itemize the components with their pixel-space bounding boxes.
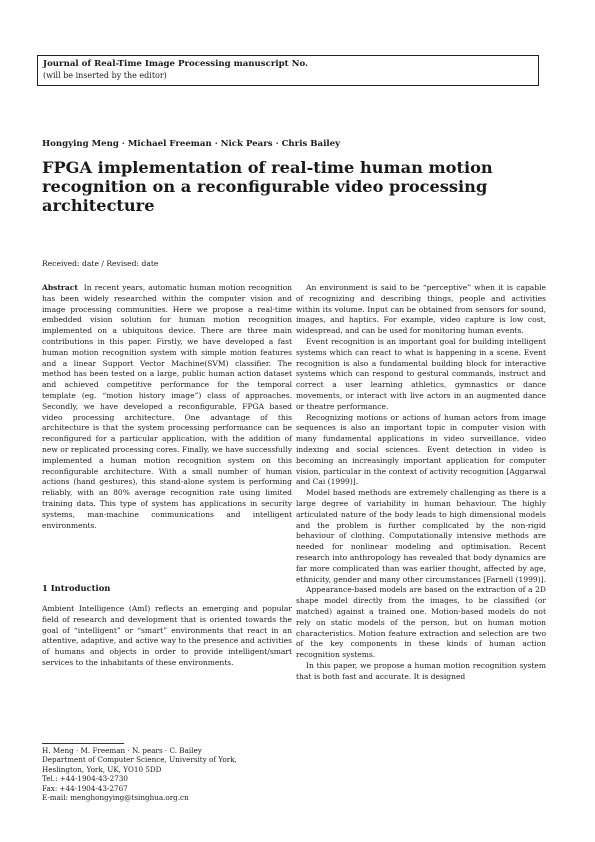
intro-paragraph-1: Ambient Intelligence (AmI) reflects an emerging and popular field of research and development that is oriented towards the goal of “intelligent” or “smart” environments that react in an attentive, adaptive, and active way to the presence and activities of humans and objects in order to provide intelligent/smart services to the inhabitants of these environments.: [42, 604, 292, 667]
right-column: [296, 283, 546, 682]
body-paragraph: Recognizing motions or actions of human actors from image sequences is also an important topic in computer vision with many fundamental applications in video surveillance, video indexing and social sciences. Event detection in video is becoming an increasingly important application for computer vision, particular in the context of activity recognition [Aggarwal and Cai (1999)].: [296, 412, 546, 487]
section-heading-introduction: 1 Introduction: [42, 583, 111, 593]
body-paragraph: Appearance-based models are based on the extraction of a 2D shape model directly from the images, to be classified (or matched) against a trained one. Motion-based models do not rely on static models of the person, but on human motion characteristics. Motion feature extraction and selection are two of the key components in these kinds of human action recognition systems.: [296, 585, 546, 660]
body-paragraph: Event recognition is an important goal for building intelligent systems which can react to what is happening in a scene. Event recognition is also a fundamental building block for interactive systems which can respond to gestural commands, instruct and correct a user learning athletics, gymnastics or dance movements, or interact with live actors in an augmented dance or theatre performance.: [296, 336, 546, 411]
abstract-block: [42, 283, 292, 531]
journal-header-box: [37, 55, 539, 86]
affiliation-tel: Tel.: +44-1904-43-2730: [42, 774, 128, 784]
paper-title: FPGA implementation of real-time human motion recognition on a reconfigurable video processing architecture: [42, 158, 493, 215]
abstract-text: In recent years, automatic human motion recognition has been widely researched within the computer vision and image processing communities. Here we propose a real-time embedded vision solution for human motion recognition implemented on a ubiquitous device. There are three main contributions in this paper. Firstly, we have developed a fast human motion recognition system with simple motion features and a linear Support Vector Machine(SVM) classifier. The method has been tested on a large, public human action dataset and achieved competitive performance for the temporal template (eg. “motion history image”) class of approaches. Secondly, we have developed a reconfigurable, FPGA based video processing architecture. One advantage of this architecture is that the system processing performance can be reconfigured for a particular application, with the addition of new or replicated processing cores. Finally, we have successfully implemented a human motion recognition system on this reconfigurable architecture. With a small number of human actions (hand gestures), this stand-alone system is performing reliably, with an 80% average recognition rate using limited training data. This type of system has applications in security systems, man-machine communications and intelligent environments.: [42, 283, 292, 530]
affiliation-dept: Department of Computer Science, University of York,: [42, 755, 237, 765]
body-paragraph: In this paper, we propose a human motion recognition system that is both fast and accurate. It is designed: [296, 660, 546, 681]
affiliation-names: H. Meng · M. Freeman · N. pears · C. Bailey: [42, 746, 202, 755]
received-dates: Received: date / Revised: date: [42, 259, 159, 268]
affiliation-fax: Fax: +44-1904-43-2767: [42, 783, 128, 793]
body-paragraph: An environment is said to be “perceptive” when it is capable of recognizing and describing things, people and activities within its volume. Input can be obtained from sensors for sound, images, and haptics. For example, video capture is low cost, widespread, and can be used for monitoring human events.: [296, 283, 546, 336]
author-affiliation: [42, 746, 292, 802]
introduction-paragraph: [42, 604, 292, 669]
affiliation-address: Heslington, York, UK, YO10 5DD: [42, 764, 162, 774]
abstract-label: Abstract: [42, 283, 78, 292]
journal-name: Journal of Real-Time Image Processing manuscript No.: [43, 59, 309, 69]
body-paragraph: Model based methods are extremely challenging as there is a large degree of variability in human behaviour. The highly articulated nature of the body leads to high dimensional models and the problem is further complicated by the non-rigid behaviour of clothing. Computationally intensive methods are needed for nonlinear modeling and optimisation. Recent research into anthropology has revealed that body dynamics are far more complicated than was earlier thought, affected by age, ethnicity, gender and many other circumstances [Farnell (1999)].: [296, 488, 546, 584]
author-list: Hongying Meng · Michael Freeman · Nick Pears · Chris Bailey: [42, 139, 341, 149]
affiliation-email: E-mail: menghongying@tsinghua.org.cn: [42, 793, 189, 803]
footnote-rule: [42, 743, 124, 744]
journal-note: (will be inserted by the editor): [43, 71, 167, 80]
